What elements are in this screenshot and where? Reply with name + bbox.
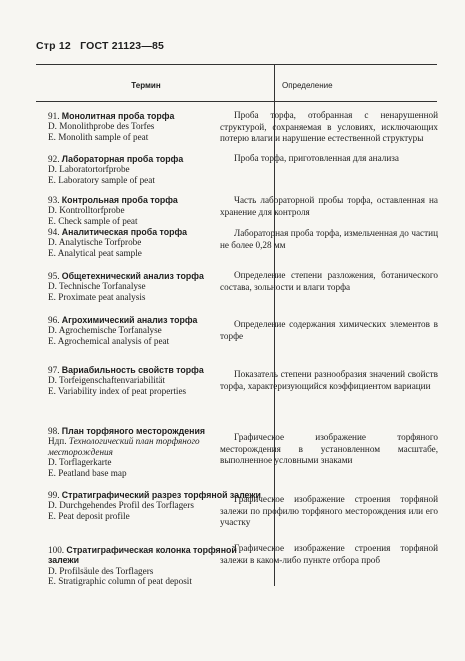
term-ru: Вариабильность свойств торфа xyxy=(61,365,204,375)
term-de: D. Profilsäule des Torflagers xyxy=(48,565,154,576)
term-entry: 93. Контрольная проба торфа D. Kontrolltorfprobe E. Check sample of peat xyxy=(40,195,266,226)
term-entry: 94. Аналитическая проба торфа D. Analytische Torfprobe E. Analytical peat sample xyxy=(40,227,266,258)
definition-text: Показатель степени разнообразия значений свойств торфа, характеризующийся коэффициентом вариации xyxy=(220,369,438,391)
term-entry: 91. Монолитная проба торфа D. Monolithprobe des Torfes E. Monolith sample of peat xyxy=(40,111,266,142)
definition-text: Графическое изображение строения торфяной залежи по профилю торфяного месторождения или его участку xyxy=(220,494,438,528)
term-en: E. Agrochemical analysis of peat xyxy=(48,335,170,346)
definition-text: Определение степени разложения, ботанического состава, зольности и влаги торфа xyxy=(220,270,438,292)
column-header-term: Термин xyxy=(131,81,161,90)
term-de: D. Kontrolltorfprobe xyxy=(48,205,125,216)
definition-text: Лабораторная проба торфа, измельченная до частиц не более 0,28 мм xyxy=(220,228,438,250)
term-deprecated: Технологический план торфяного месторождения xyxy=(48,436,200,457)
page-number: Стр 12 xyxy=(36,40,71,52)
term-en: E. Monolith sample of peat xyxy=(48,131,149,142)
term-de: D. Laboratortorfprobe xyxy=(48,164,130,175)
term-en: E. Proximate peat analysis xyxy=(48,291,146,302)
definition-text: Графическое изображение строения торфяной залежи в каком-либо пункте отбора проб xyxy=(220,543,438,565)
definition-text: Проба торфа, приготовленная для анализа xyxy=(234,153,399,163)
term-de: D. Durchgehendes Profil des Torflagers xyxy=(48,500,194,511)
term-ru: Монолитная проба торфа xyxy=(61,111,175,121)
term-ru: Лабораторная проба торфа xyxy=(61,154,184,164)
term-entry: 95. Общетехнический анализ торфа D. Technische Torfanalyse E. Proximate peat analysis xyxy=(40,271,266,302)
term-entry: 97. Вариабильность свойств торфа D. Torfeigenschaftenvariabilität E. Variability index of peat properties xyxy=(40,365,266,396)
term-ru: План торфяного месторождения xyxy=(61,426,205,436)
page-header xyxy=(36,40,170,52)
term-entry: 100. Стратиграфическая колонка торфяной залежи D. Profilsäule des Torflagers E. Stratigraphic column of peat deposit xyxy=(40,545,266,587)
term-de: D. Analytische Torfprobe xyxy=(48,237,142,248)
term-en: E. Peatland base map xyxy=(48,467,127,478)
term-en: E. Laboratory sample of peat xyxy=(48,174,155,185)
term-de: D. Torflagerkarte xyxy=(48,457,112,468)
term-de: D. Agrochemische Torfanalyse xyxy=(48,325,162,336)
definition-text: Проба торфа, отобранная с ненарушенной структурой, сохраняемая в условиях, исключающих потерю влаги и нарушение естественной структуры xyxy=(220,110,438,144)
term-ru: Аналитическая проба торфа xyxy=(61,227,188,237)
term-ru: Общетехнический анализ торфа xyxy=(61,271,204,281)
term-de: D. Technische Torfanalyse xyxy=(48,281,146,292)
term-de: D. Torfeigenschaftenvariabilität xyxy=(48,375,166,386)
definition-text: Часть лабораторной пробы торфа, оставленная на хранение для контроля xyxy=(220,195,438,217)
term-en: E. Peat deposit profile xyxy=(48,510,130,521)
term-entry: 98. План торфяного месторождения Ндп. Технологический план торфяного месторождения D. Torflagerkarte E. Peatland base map xyxy=(40,426,266,478)
term-entry: 96. Агрохимический анализ торфа D. Agrochemische Torfanalyse E. Agrochemical analysis of peat xyxy=(40,315,266,346)
term-en: E. Stratigraphic column of peat deposit xyxy=(48,576,192,587)
term-ru: Агрохимический анализ торфа xyxy=(61,315,198,325)
standard-code: ГОСТ 21123—85 xyxy=(80,40,165,52)
term-en: E. Analytical peat sample xyxy=(48,247,142,258)
table-header xyxy=(36,64,437,102)
term-ru: Стратиграфическая колонка торфяной залежи xyxy=(48,545,237,566)
column-divider xyxy=(274,65,275,101)
definition-text: Определение содержания химических элементов в торфе xyxy=(220,319,438,341)
definition-text: Графическое изображение торфяного месторождения в установленном масштабе, выполненное условными знаками xyxy=(220,432,438,466)
column-header-definition: Определение xyxy=(282,81,333,90)
term-ru: Стратиграфический разрез торфяной залежи xyxy=(61,490,261,500)
term-ru: Контрольная проба торфа xyxy=(61,195,178,205)
term-de: D. Monolithprobe des Torfes xyxy=(48,121,155,132)
term-en: E. Variability index of peat properties xyxy=(48,385,187,396)
term-en: E. Check sample of peat xyxy=(48,215,138,226)
term-entry: 99. Стратиграфический разрез торфяной залежи D. Durchgehendes Profil des Torflagers E. Peat deposit profile xyxy=(40,490,266,521)
term-entry: 92. Лабораторная проба торфа D. Laboratortorfprobe E. Laboratory sample of peat xyxy=(40,154,266,185)
